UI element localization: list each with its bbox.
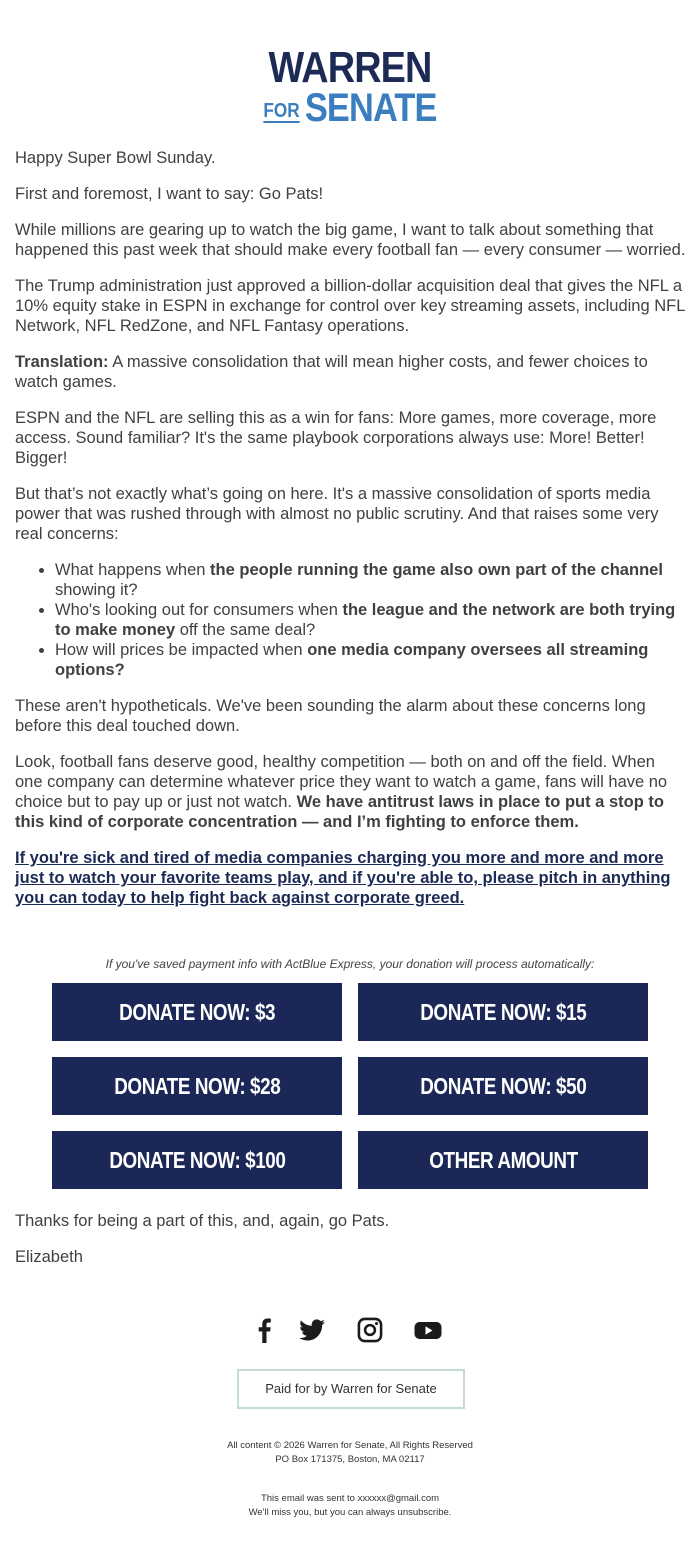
logo-senate: SENATE [304,86,437,130]
logo-warren: WARREN [268,43,432,92]
logo-for: FOR [263,100,300,122]
signature: Elizabeth [15,1248,83,1266]
list-item-text: off the same deal? [175,621,316,639]
closing-section [15,1211,687,1283]
button-label: DONATE NOW: $15 [419,999,587,1025]
closing-line: Thanks for being a part of this, and, again, go Pats. [15,1212,390,1230]
list-item-bold: one media company oversees all streaming options? [55,641,649,679]
instagram-icon[interactable] [356,1316,384,1344]
donate-28-button[interactable] [52,1057,342,1115]
button-label: DONATE NOW: $3 [119,999,275,1025]
paragraph-8 [15,752,687,832]
list-item-text: showing it? [55,581,138,599]
address-text: PO Box 171375, Boston, MA 02117 [275,1454,425,1465]
youtube-icon[interactable] [413,1316,441,1344]
greeting: Happy Super Bowl Sunday. [15,149,216,167]
list-item [55,600,687,640]
sent-to-text: This email was sent to xxxxxx@gmail.com [260,1493,440,1504]
button-label: DONATE NOW: $100 [108,1147,286,1173]
unsubscribe-link[interactable]: We'll miss you, but you can always unsubscribe. [248,1507,452,1518]
footer-unsubscribe [0,1492,700,1520]
paragraph-7: These aren't hypotheticals. We've been sounding the alarm about these concerns long before this deal touched down. [15,697,646,735]
button-label: DONATE NOW: $50 [419,1073,587,1099]
button-label: DONATE NOW: $28 [113,1073,281,1099]
social-links [0,1316,700,1344]
facebook-icon[interactable] [250,1316,278,1344]
donate-link[interactable]: If you're sick and tired of media companies charging you more and more and more just to watch your favorite teams play, and if you're able to, please pitch in anything you can today to help fight back against corporate greed. [15,849,671,907]
warren-for-senate-logo [0,43,700,135]
translation-label: Translation: [15,353,109,371]
list-item-bold: the people running the game also own part of the channel [210,561,663,579]
twitter-icon[interactable] [298,1316,326,1344]
button-label: OTHER AMOUNT [428,1147,578,1173]
list-item-bold: the league and the network are both trying to make money [55,601,676,639]
copyright-text: All content © 2026 Warren for Senate, All Rights Reserved [227,1440,473,1451]
paragraph-5: ESPN and the NFL are selling this as a win for fans: More games, more coverage, more access. Sound familiar? It's the same playbook corporations always use: More! Better! Bigger! [15,409,657,467]
list-item-text: What happens when [55,561,211,579]
paragraph-8-text: Look, football fans deserve good, healthy competition — both on and off the field. When one company can determine whatever price they want to watch a game, fans will have no choice but to pay up or just not watch. [15,753,668,811]
footer-copyright [0,1439,700,1467]
paragraph-4 [15,352,687,392]
paid-for-box: Paid for by Warren for Senate [237,1369,465,1409]
list-item-text: Who's looking out for consumers when [55,601,343,619]
paragraph-3: The Trump administration just approved a billion-dollar acquisition deal that gives the NFL a 10% equity stake in ESPN in exchange for control over key streaming assets, including NFL Network, NFL RedZone, and NFL Fantasy operations. [15,277,685,335]
paragraph-6: But that’s not exactly what’s going on here. It's a massive consolidation of sports media power that was rushed through with almost no public scrutiny. And that raises some very real concerns: [15,485,659,543]
concerns-list [15,560,687,680]
list-item [55,640,687,680]
donate-50-button[interactable] [358,1057,648,1115]
paragraph-1: First and foremost, I want to say: Go Pats! [15,185,324,203]
email-body [15,148,687,936]
paragraph-2: While millions are gearing up to watch the big game, I want to talk about something that happened this past week that should make every football fan — every consumer — worried. [15,221,686,259]
cta-paragraph [15,848,687,908]
donate-100-button[interactable] [52,1131,342,1189]
actblue-express-note: If you've saved payment info with ActBlue Express, your donation will process automatically: [105,957,595,971]
paragraph-8-bold: We have antitrust laws in place to put a stop to this kind of corporate concentration — and I’m fighting to enforce them. [15,793,664,831]
other-amount-button[interactable] [358,1131,648,1189]
list-item-text: How will prices be impacted when [55,641,308,659]
translation-text: A massive consolidation that will mean higher costs, and fewer choices to watch games. [15,353,648,391]
list-item [55,560,687,600]
donate-3-button[interactable] [52,983,342,1041]
donate-15-button[interactable] [358,983,648,1041]
